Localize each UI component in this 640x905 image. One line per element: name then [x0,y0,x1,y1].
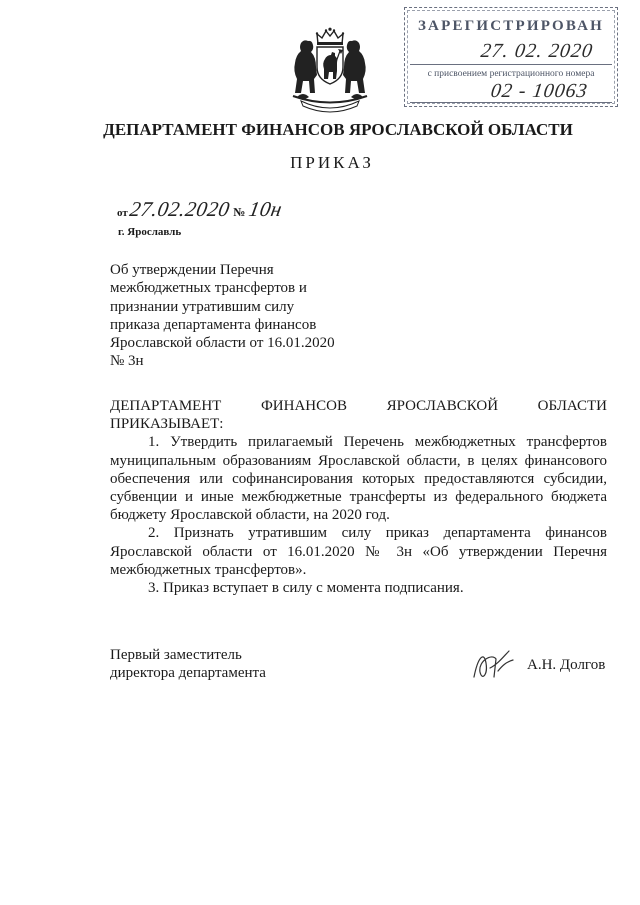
signatory-name: А.Н. Долгов [527,657,606,673]
oak-wreath-icon [293,94,367,112]
city: г. Ярославль [118,226,182,238]
position-line: директора департамента [110,665,266,681]
subject-line: № 3н [110,353,144,370]
item-line: субвенции и иные межбюджетные трансферты из федерального бюджета [110,488,607,505]
stamp-registration-number: 02 - 10063 [489,80,590,102]
number-sign: № [233,205,246,219]
order-item-2 [110,524,607,579]
department-title: ДЕПАРТАМЕНТ ФИНАНСОВ ЯРОСЛАВСКОЙ ОБЛАСТИ [103,120,573,139]
shield-icon [317,47,343,84]
item-line: 3. Приказ вступает в силу с момента подписания. [148,579,464,596]
date-prefix: от [117,207,128,219]
order-number: 10н [247,197,285,221]
stamp-date: 27. 02. 2020 [479,40,595,62]
stamp-title: ЗАРЕГИСТРИРОВАН [417,18,605,34]
item-line: 1. Утвердить прилагаемый Перечень межбюджетных трансфертов [148,434,607,451]
item-line: бюджету Ярославской области, на 2020 год. [110,507,390,524]
document-type: ПРИКАЗ [290,153,374,172]
stamp-divider [410,64,612,65]
order-subject [110,261,370,371]
stamp-divider [410,102,612,103]
subject-line: признании утратившим силу [110,298,295,315]
subject-line: приказа департамента финансов [110,316,317,333]
item-line: межбюджетных трансфертов». [110,561,307,578]
crown-icon [316,28,344,45]
subject-line: Ярославской области от 16.01.2020 [110,335,335,352]
handwritten-signature-icon [468,645,518,687]
subject-line: межбюджетных трансфертов и [110,280,307,297]
item-line: обеспечения или софинансирования которых предоставляются субсидии, [110,470,607,487]
order-date: 27.02.2020 [127,197,232,221]
bear-supporter-right-icon [343,40,366,93]
bear-supporter-left-icon [294,40,317,93]
order-date-row [117,197,284,223]
item-line: муниципальным образованиям Ярославской области, в целях финансового [110,452,607,469]
coat-of-arms-icon [287,27,373,113]
body-intro-line: ДЕПАРТАМЕНТ ФИНАНСОВ ЯРОСЛАВСКОЙ ОБЛАСТИ [110,398,607,414]
item-line: Ярославской области от 16.01.2020 № 3н «Об утверждении Перечня [110,543,607,560]
item-line: 2. Признать утратившим силу приказ департамента финансов [148,525,607,542]
signatory-position [110,646,266,682]
order-item-3 [110,579,607,597]
body-intro-line: ПРИКАЗЫВАЕТ: [110,416,224,433]
order-body [110,397,607,597]
subject-line: Об утверждении Перечня [110,262,274,278]
order-item-1 [110,433,607,524]
position-line: Первый заместитель [110,647,242,663]
stamp-caption: с присвоением регистрационного номера [427,69,595,79]
registration-stamp [404,7,618,107]
